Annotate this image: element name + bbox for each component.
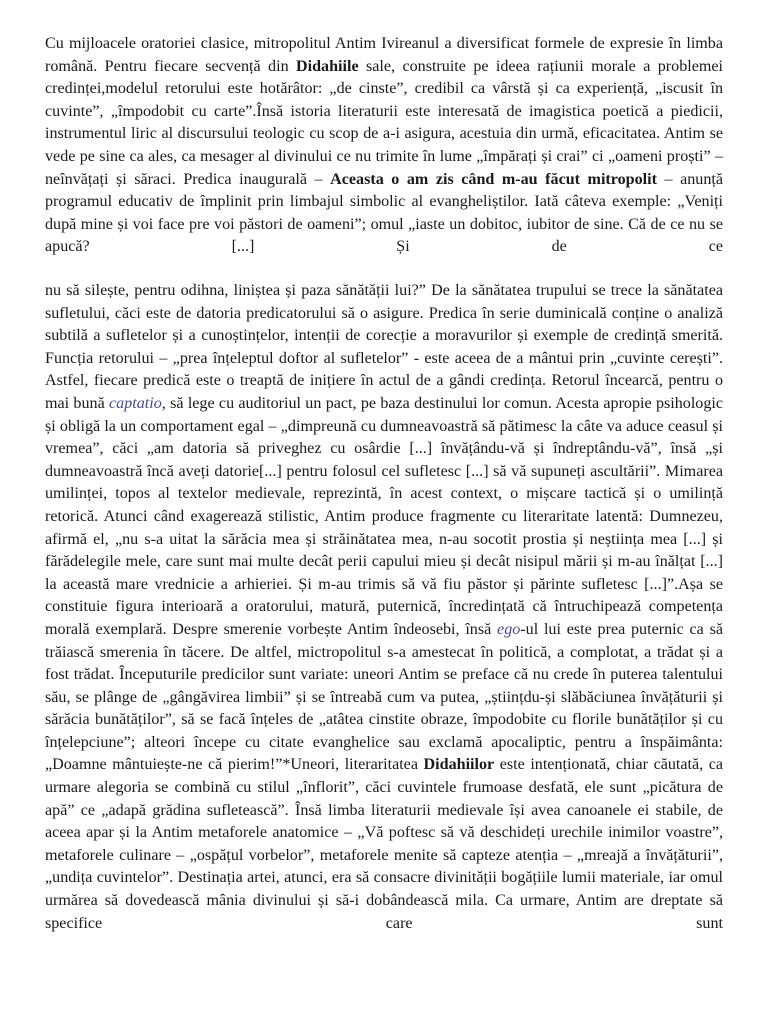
text-run: , să lege cu auditoriul un pact, pe baza destinului lor comun. Acesta apropie psihologic și obligă la un comportament egal – „dimpreună cu dumneavoastră să pătimesc la câte va aduce ceasul și vremea”, căci „am datoria să priveghez cu osârdie [...] învățându-vă și îndreptându-vă”, însă „și dumneavoastră încă aveți datorie[...] pentru folosul cel sufletesc [...] să vă supuneți ascultării”. Mimarea umilinței, topos al textelor medievale, reprezintă, în acest context, o mișcare tactică și o umilință retorică. Atunci când exagerează stilistic, Antim produce fragmente cu literaritate latentă: Dumnezeu, afirmă el, „nu s-a uitat la sărăcia mea și străinătatea mea, n-au socotit prostia și neștiința mea [...] și fărădelegile mele, care sunt mai multe decât perii capului mieu și decât nisipul mării și m-au înălțat [...] la această mare vrednicie a arhieriei. Și m-au trimis să vă fiu păstor și părinte sufletesc [...]”.Așa se constituie figura interioară a oratorului, matură, puternică, încredințată că întruchipează competența morală exemplară. Despre smerenie vorbește Antim îndeosebi, însă: [45, 394, 723, 638]
bold-text-run: Didahiile: [296, 57, 359, 75]
bold-text-run: Didahiilor: [423, 756, 495, 774]
text-run: Cu mijloacele oratoriei clasice, mitropolitul Antim Ivireanul a diversificat formele de expresie în limba română. Pentru fiecare secvență din: [45, 35, 723, 75]
italic-text-run: ego: [497, 620, 521, 638]
paragraph: [45, 280, 723, 935]
bold-text-run: Aceasta o am zis când m-au făcut mitropolit: [330, 170, 657, 188]
text-run: -ul lui este prea puternic ca să trăiască smerenia în tăcere. De altfel, mictropolitul s-a amestecat în politică, a complotat, a trădat și a fost trădat. Începuturile predicilor sunt variate: uneori Antim se preface că nu crede în puterea talentului său, se plânge de „gângăvirea limbii” și se întreabă cum va putea, „științdu-și slăbăciunea învățăturii și sărăcia bunătăților”, să se facă înțeles de „atâtea cinstite obraze, împodobite cu florile bunătăților și cu înțelepciune”; alteori începe cu citate evanghelice sau exclamă apocaliptic, pentru a înspăimânta: „Doamne mântuiește-ne că pierim!”*Uneori, literaritatea: [45, 620, 723, 774]
text-run: sale, construite pe ideea rațiunii morale a problemei credinței,modelul retorului este hotărâtor: „de cinste”, credibil ca vârstă și ca experiență, „iscusit în cuvinte”, „împodobit cu carte”.Însă istoria literaturii este interesată de imagistica poetică a piedicii, instrumentul liric al discursului teologic cu scop de a-i asigura, acestuia din urmă, eficacitatea. Antim se vede pe sine ca ales, ca mesager al divinului ce nu trimite în lume „împărați și crai” ci „oameni proști” – neînvățați și săraci. Predica inaugurală –: [45, 57, 723, 188]
italic-text-run: captatio: [109, 394, 162, 412]
paragraph: [45, 33, 723, 259]
text-run: este intenționată, chiar căutată, ca urmare alegoria se combină cu stilul „înflorit”, căci cuvintele frumoase desfată, ele sunt „picătura de apă” ce „adapă grădina sufletească”. Însă limba literaturii medievale își avea canoanele ei stabile, de aceea apar și la Antim metaforele anatomice – „Vă poftesc să vă deschideți urechile inimilor voastre”, metaforele culinare – „ospățul vorbelor”, metaforele menite să capteze atenția – „mreajă a învățăturii”, „undița cuvintelor”. Destinația artei, atunci, era să consacre divinității bogățiile lumii materiale, iar omul urmărea să dovedească mânia divinului și să-i dobândească mila. Ca urmare, Antim are dreptate să specifice care sunt: [45, 756, 724, 932]
text-run: nu să silește, pentru odihna, liniștea și paza sănătății lui?” De la sănătatea trupului se trece la sănătatea sufletului, căci este de datoria predicatorului să o asigure. Predica în serie duminicală conține o analiză subtilă a sufletelor și a cunoștințelor, intenții de corecție a moravurilor și exemple de credință smerită. Funcția retorului – „prea înțeleptul doftor al sufletelor” - este aceea de a mântui prin „cuvinte cerești”. Astfel, fiecare predică este o treaptă de inițiere în actul de a gândi credința. Retorul încearcă, pentru o mai bună: [45, 282, 723, 412]
text-run: – anunță programul educativ de împlinit prin limbajul simbolic al evangheliștilor. Iată câteva exemple: „Veniți după mine și voi face pre voi păstori de oameni”; omul „iaste un dobitoc, iubitor de sine. Că de ce nu se apucă? [...] Și de ce: [45, 170, 724, 256]
